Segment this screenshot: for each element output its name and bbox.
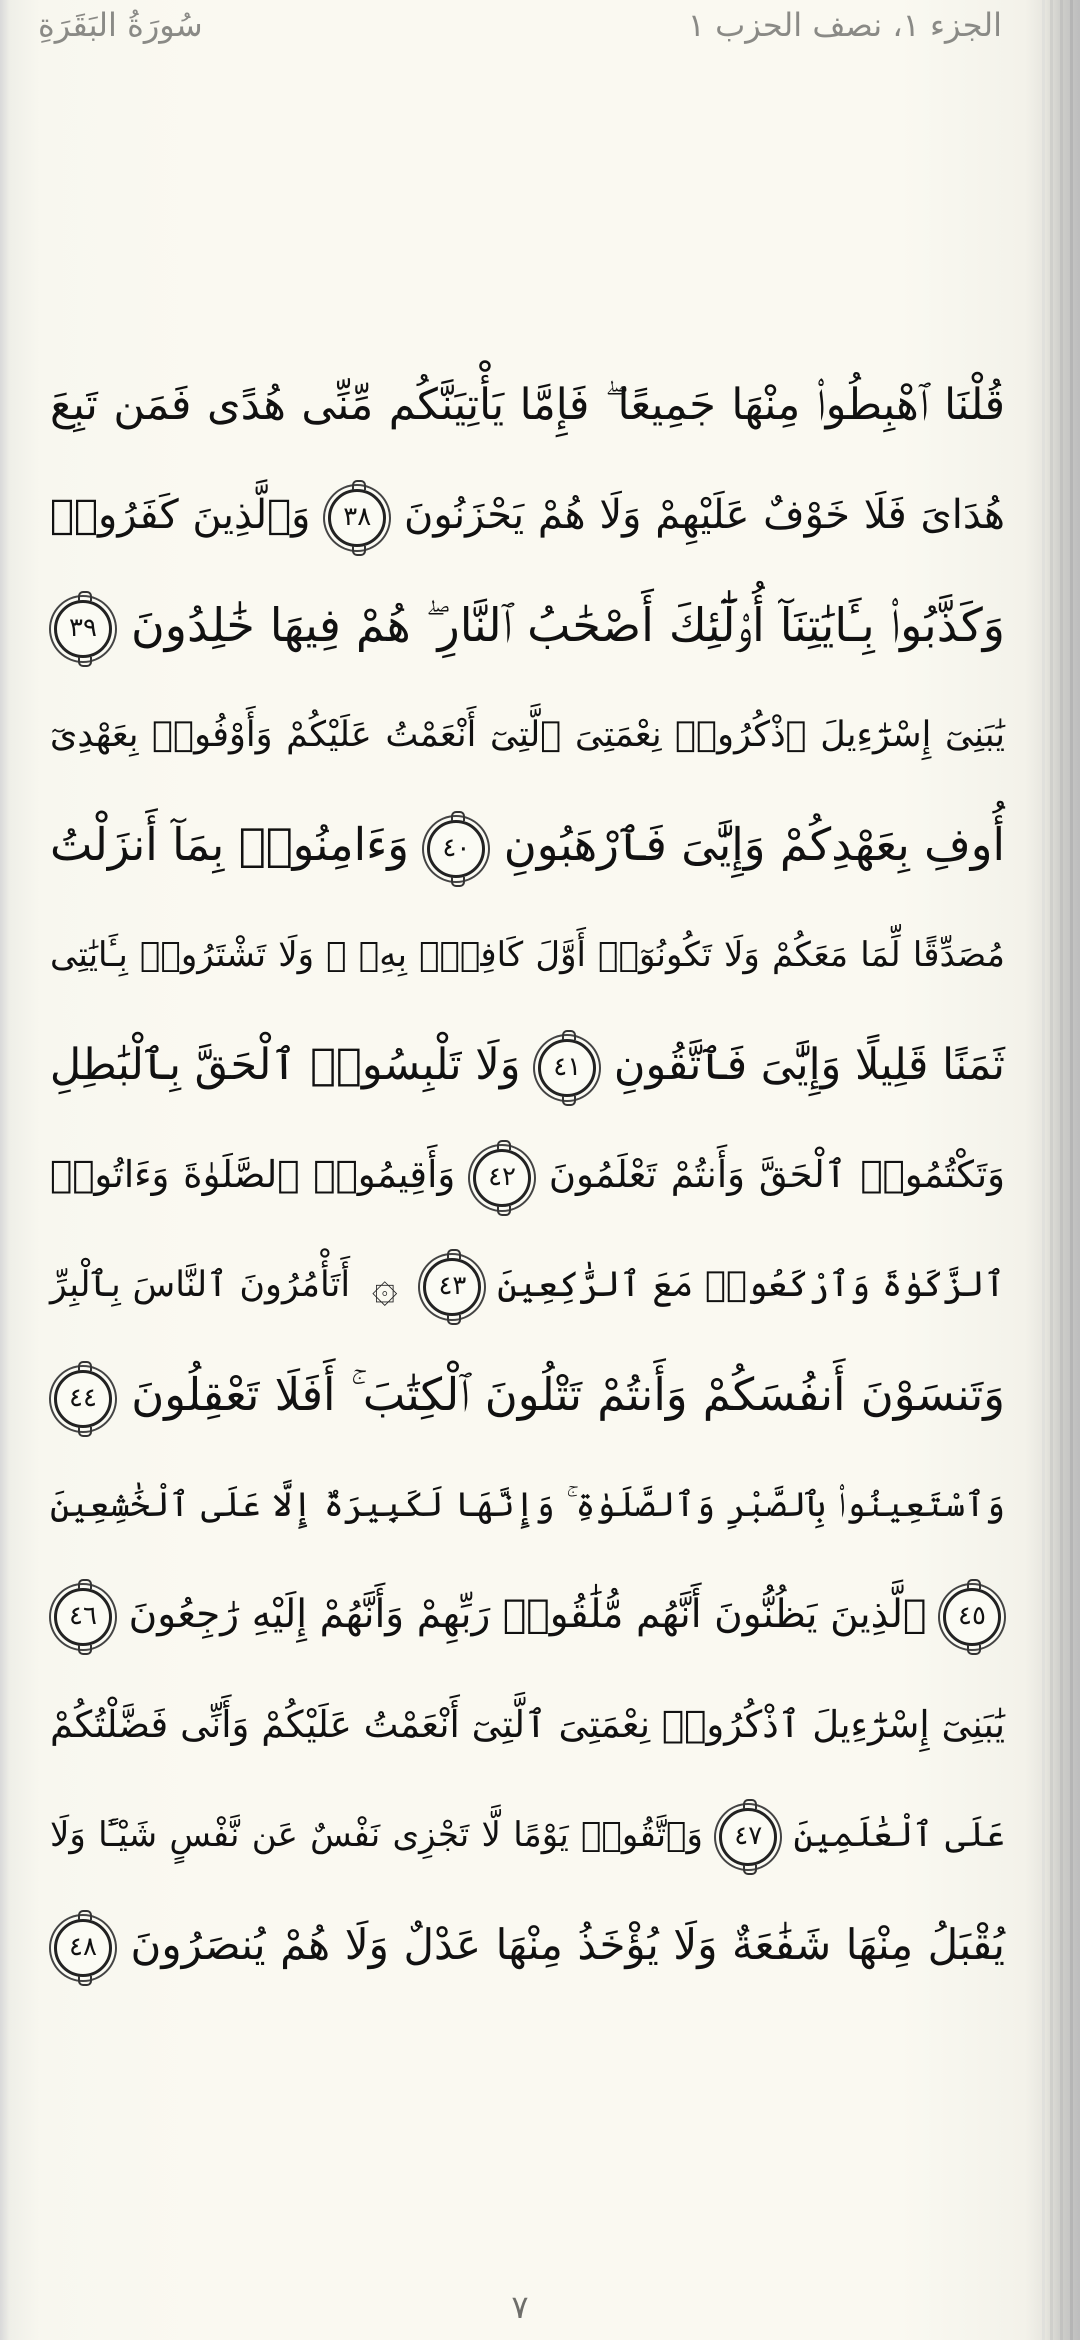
verse-text: ثَمَنًا قَلِيلًا وَإِيَّٰىَ فَٱتَّقُونِ: [613, 1040, 1005, 1090]
verse-text: ٱلَّذِينَ يَظُنُّونَ أَنَّهُم مُّلَٰقُوا۟ رَبِّهِمْ وَأَنَّهُمْ إِلَيْهِ رَٰجِعُونَ: [128, 1592, 927, 1637]
ayah-number-marker[interactable]: ٤٧: [719, 1808, 777, 1866]
verse-text: وَٱسْتَعِينُوا۟ بِٱلصَّبْرِ وَٱلصَّلَوٰةِ ۚ وَإِنَّهَا لَكَبِيرَةٌ إِلَّا عَلَى ٱلْخَٰشِعِينَ: [50, 1485, 1005, 1525]
verse-text: عَلَى ٱلْعَٰلَمِينَ: [793, 1815, 1005, 1855]
ayah-number-marker[interactable]: ٣٩: [54, 600, 112, 658]
verse-text: يَٰبَنِىٓ إِسْرَٰٓءِيلَ ٱذْكُرُوا۟ نِعْمَتِىَ ٱلَّتِىٓ أَنْعَمْتُ عَلَيْكُمْ وَأَنِّى فَضَّلْتُكُمْ: [50, 1703, 1005, 1746]
ayah-number-marker[interactable]: ٤٢: [473, 1149, 531, 1207]
verse-text: وَكَذَّبُوا۟ بِـَٔايَٰتِنَآ أُو۟لَٰٓئِكَ أَصْحَٰبُ ٱلنَّارِ ۖ هُمْ فِيهَا خَٰلِدُونَ: [130, 598, 1005, 652]
juz-hizb-label: الجزء ١، نصف الحزب ١: [687, 6, 1002, 44]
verse-text: يُقْبَلُ مِنْهَا شَفَٰعَةٌ وَلَا يُؤْخَذُ مِنْهَا عَدْلٌ وَلَا هُمْ يُنصَرُونَ: [130, 1920, 1005, 1969]
verse-line: [50, 1340, 1005, 1450]
verse-text: وَءَامِنُوا۟ بِمَآ أَنزَلْتُ: [50, 818, 409, 871]
verse-text: قُلْنَا ٱهْبِطُوا۟ مِنْهَا جَمِيعًا ۖ فَإِمَّا يَأْتِيَنَّكُم مِّنِّى هُدًى فَمَن تَبِعَ: [50, 380, 1005, 430]
ayah-number-marker[interactable]: ٣٨: [328, 489, 386, 547]
page-edge: [1070, 0, 1073, 2340]
verse-line: [50, 1670, 1005, 1780]
verse-line: [50, 900, 1005, 1010]
verse-line: [50, 1010, 1005, 1120]
ayah-number-marker[interactable]: ٤٦: [54, 1588, 112, 1646]
verse-text: ٱلزَّكَوٰةَ وَٱرْكَعُوا۟ مَعَ ٱلرَّٰكِعِينَ: [497, 1265, 1005, 1305]
verse-line: [50, 1780, 1005, 1890]
ayah-number-marker[interactable]: ٤٤: [54, 1370, 112, 1428]
verse-text: هُدَاىَ فَلَا خَوْفٌ عَلَيْهِمْ وَلَا هُمْ يَحْزَنُونَ: [403, 492, 1005, 538]
page-edge: [1060, 0, 1063, 2340]
verse-text: وَلَا تَلْبِسُوا۟ ٱلْحَقَّ بِٱلْبَٰطِلِ: [49, 1040, 521, 1090]
verse-text: مُصَدِّقًا لِّمَا مَعَكُمْ وَلَا تَكُونُوٓا۟ أَوَّلَ كَافِرٍۭ بِهِۦ ۖ وَلَا تَشْتَرُوا۟ بِـَٔايَٰتِى: [50, 935, 1005, 975]
ayah-number-marker[interactable]: ٤٨: [54, 1919, 112, 1977]
verse-text: وَأَقِيمُوا۟ ٱلصَّلَوٰةَ وَءَاتُوا۟: [50, 1153, 456, 1196]
verse-text: وَٱتَّقُوا۟ يَوْمًا لَّا تَجْزِى نَفْسٌ عَن نَّفْسٍ شَيْـًٔا وَلَا: [50, 1815, 703, 1855]
verse-line: [50, 1560, 1005, 1670]
ayah-number-marker[interactable]: ٤٥: [943, 1588, 1001, 1646]
page-edge: [1042, 0, 1045, 2340]
page-number: ٧: [511, 2288, 529, 2326]
verse-text: وَتَنسَوْنَ أَنفُسَكُمْ وَأَنتُمْ تَتْلُونَ ٱلْكِتَٰبَ ۚ أَفَلَا تَعْقِلُونَ: [131, 1368, 1005, 1421]
ayah-number-marker[interactable]: ٤١: [538, 1039, 596, 1097]
verse-line: [50, 1890, 1005, 2000]
page-edge: [1050, 0, 1053, 2340]
verse-line: [50, 570, 1005, 680]
verse-line: [50, 680, 1005, 790]
verse-text: يَٰبَنِىٓ إِسْرَٰٓءِيلَ ٱذْكُرُوا۟ نِعْمَتِىَ ٱلَّتِىٓ أَنْعَمْتُ عَلَيْكُمْ وَأَوْفُوا۟ بِعَهْدِىٓ: [50, 715, 1005, 755]
surah-name: سُورَةُ البَقَرَةِ: [38, 6, 203, 44]
verse-text: وَتَكْتُمُوا۟ ٱلْحَقَّ وَأَنتُمْ تَعْلَمُونَ: [548, 1153, 1005, 1196]
verse-line: [50, 460, 1005, 570]
verse-line: [50, 350, 1005, 460]
verse-text: وَٱلَّذِينَ كَفَرُوا۟: [50, 492, 311, 538]
verse-line: [50, 1120, 1005, 1230]
verse-line: [50, 790, 1005, 900]
page-header: [0, 0, 1040, 60]
verse-text: أَتَأْمُرُونَ ٱلنَّاسَ بِٱلْبِرِّ: [50, 1265, 351, 1305]
verse-text: أُوفِ بِعَهْدِكُمْ وَإِيَّٰىَ فَٱرْهَبُونِ: [503, 818, 1006, 871]
ayah-number-marker[interactable]: ٤٠: [427, 820, 485, 878]
ayah-number-marker[interactable]: ٤٣: [423, 1258, 481, 1316]
verses-block: [50, 350, 1005, 2000]
rub-el-hizb-icon: ۞: [371, 1260, 398, 1312]
verse-line: [50, 1450, 1005, 1560]
verse-line: [50, 1230, 1005, 1340]
